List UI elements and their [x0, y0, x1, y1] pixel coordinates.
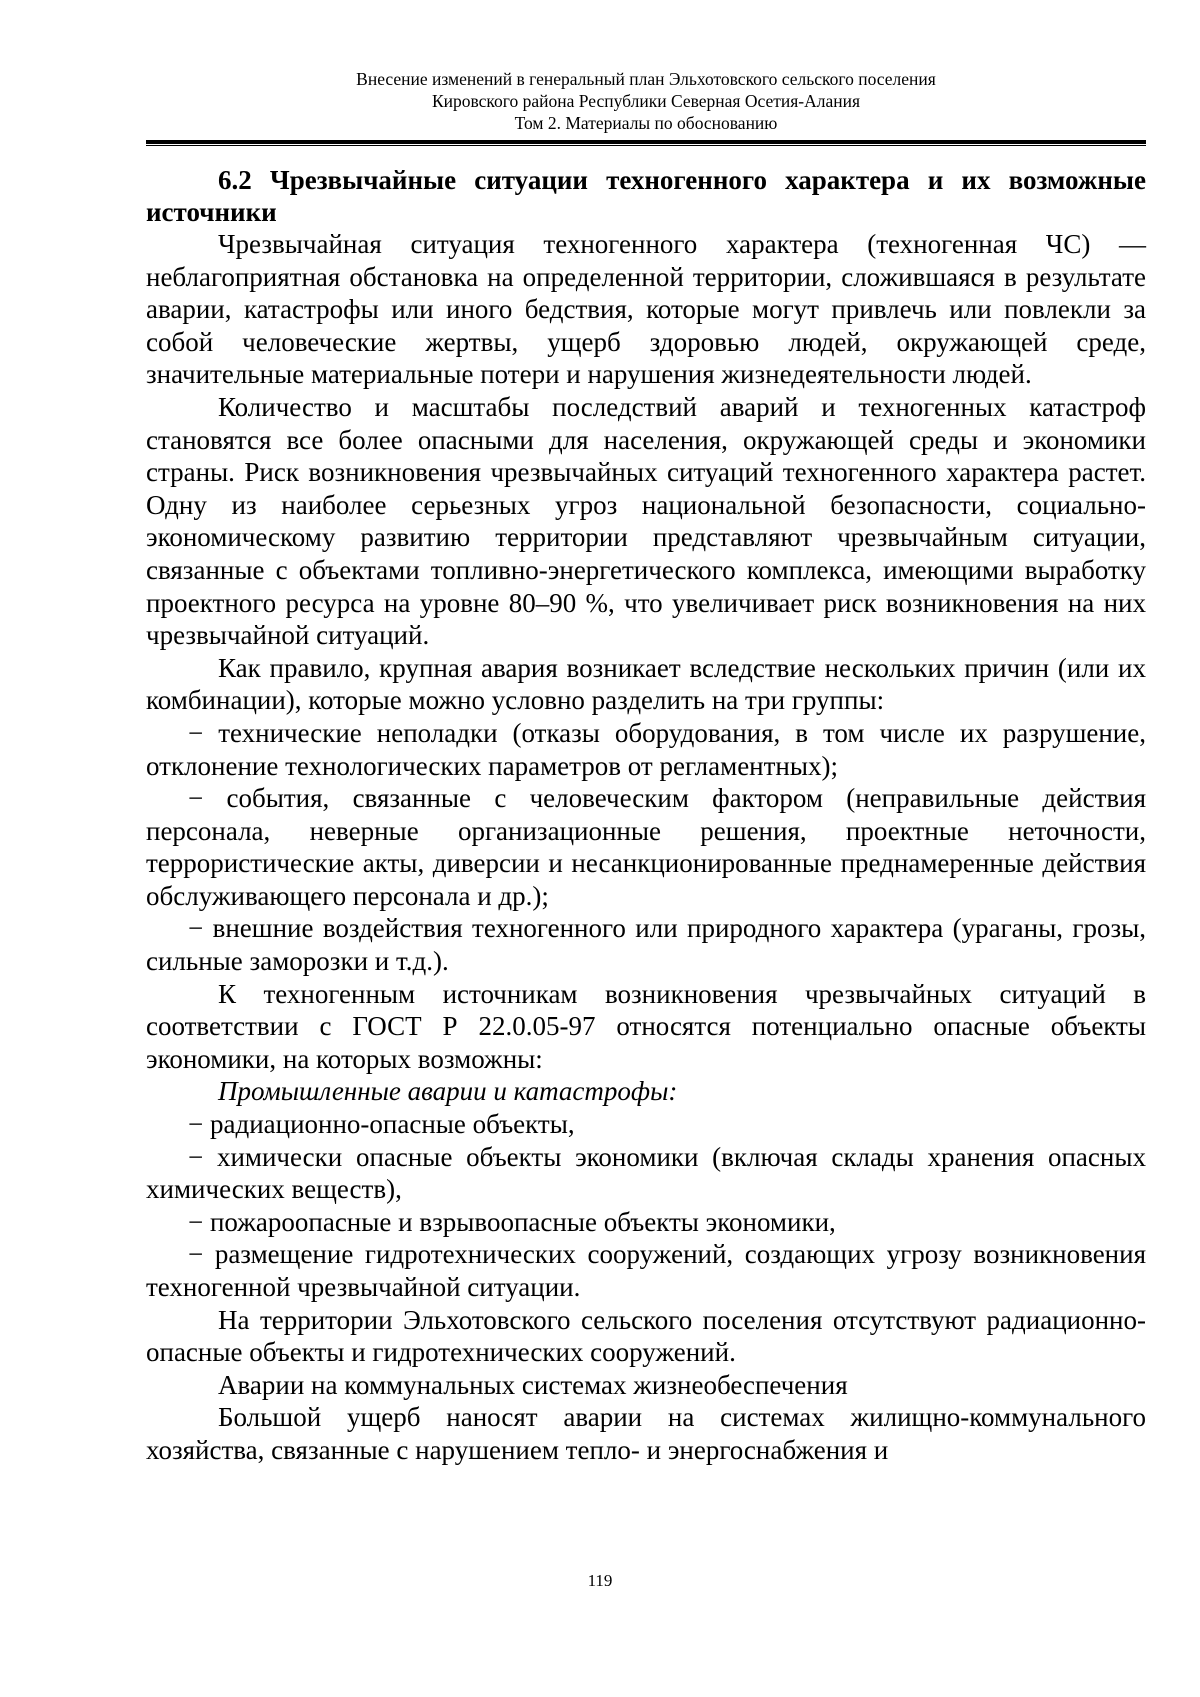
- header-line-3: Том 2. Материалы по обоснованию: [514, 113, 778, 133]
- page-body: [146, 164, 1146, 1467]
- header-divider: [146, 140, 1146, 146]
- paragraph-utility-damage: Большой ущерб наносят аварии на системах жилищно-коммунального хозяйства, связанные с нарушением тепло- и энергоснабжения и: [146, 1402, 1146, 1465]
- paragraph-definition: Чрезвычайная ситуация техногенного характера (техногенная ЧС) — неблагоприятная обстановка на определенной территории, сложившаяся в результате аварии, катастрофы или иного бедствия, которые могут привлечь или повлекли за собой человеческие жертвы, ущерб здоровью людей, окружающей среде, значительные материальные потери и нарушения жизнедеятельности людей.: [146, 229, 1146, 390]
- subheading-utility-accidents: Аварии на коммунальных системах жизнеобеспечения: [218, 1369, 848, 1400]
- paragraph-risk: Количество и масштабы последствий аварий и техногенных катастроф становятся все более опасными для населения, окружающей среды и экономики страны. Риск возникновения чрезвычайных ситуаций техногенного характера растет. Одну из наиболее серьезных угроз национальной безопасности, социально-экономическому развитию территории представляют чрезвычайным ситуации, связанные с объектами топливно-энергетического комплекса, имеющими выработку проектного ресурса на уровне 80–90 %, что увеличивает риск возникновения на них чрезвычайной ситуаций.: [146, 391, 1146, 651]
- list-item-fire-explosion: − пожароопасные и взрывоопасные объекты экономики,: [188, 1206, 836, 1237]
- list-item-chemical: − химически опасные объекты экономики (включая склады хранения опасных химических веществ),: [146, 1141, 1146, 1205]
- section-title: 6.2 Чрезвычайные ситуации техногенного характера и их возможные источники: [146, 165, 1146, 227]
- list-item-radiation: − радиационно-опасные объекты,: [188, 1109, 575, 1140]
- header-line-1: Внесение изменений в генеральный план Эльхотовского сельского поселения: [356, 69, 936, 89]
- list-item-technical: − технические неполадки (отказы оборудования, в том числе их разрушение, отклонение технологических параметров от регламентных);: [146, 717, 1146, 781]
- page-number: 119: [587, 1571, 613, 1590]
- subheading-industrial-accidents: Промышленные аварии и катастрофы:: [218, 1076, 678, 1107]
- paragraph-causes-intro: Как правило, крупная авария возникает вследствие нескольких причин (или их комбинации), которые можно условно разделить на три группы:: [146, 652, 1146, 716]
- list-item-hydro: − размещение гидротехнических сооружений, создающих угрозу возникновения техногенной чрезвычайной ситуации.: [146, 1239, 1146, 1302]
- paragraph-gost: К техногенным источникам возникновения чрезвычайных ситуаций в соответствии с ГОСТ Р 22.0.05-97 относятся потенциально опасные объекты экономики, на которых возможны:: [146, 978, 1146, 1074]
- list-item-external: − внешние воздействия техногенного или природного характера (ураганы, грозы, сильные заморозки и т.д.).: [146, 913, 1146, 977]
- document-header: [146, 68, 1146, 134]
- paragraph-territory: На территории Эльхотовского сельского поселения отсутствуют радиационно-опасные объекты и гидротехнических сооружений.: [146, 1304, 1146, 1368]
- header-line-2: Кировского района Республики Северная Осетия-Алания: [431, 91, 861, 111]
- body-text: [146, 228, 1146, 1467]
- list-item-human-factor: − события, связанные с человеческим фактором (неправильные действия персонала, неверные организационные решения, проектные неточности, террористические акты, диверсии и несанкционированные преднамеренные действия обслуживающего персонала и др.);: [146, 783, 1146, 911]
